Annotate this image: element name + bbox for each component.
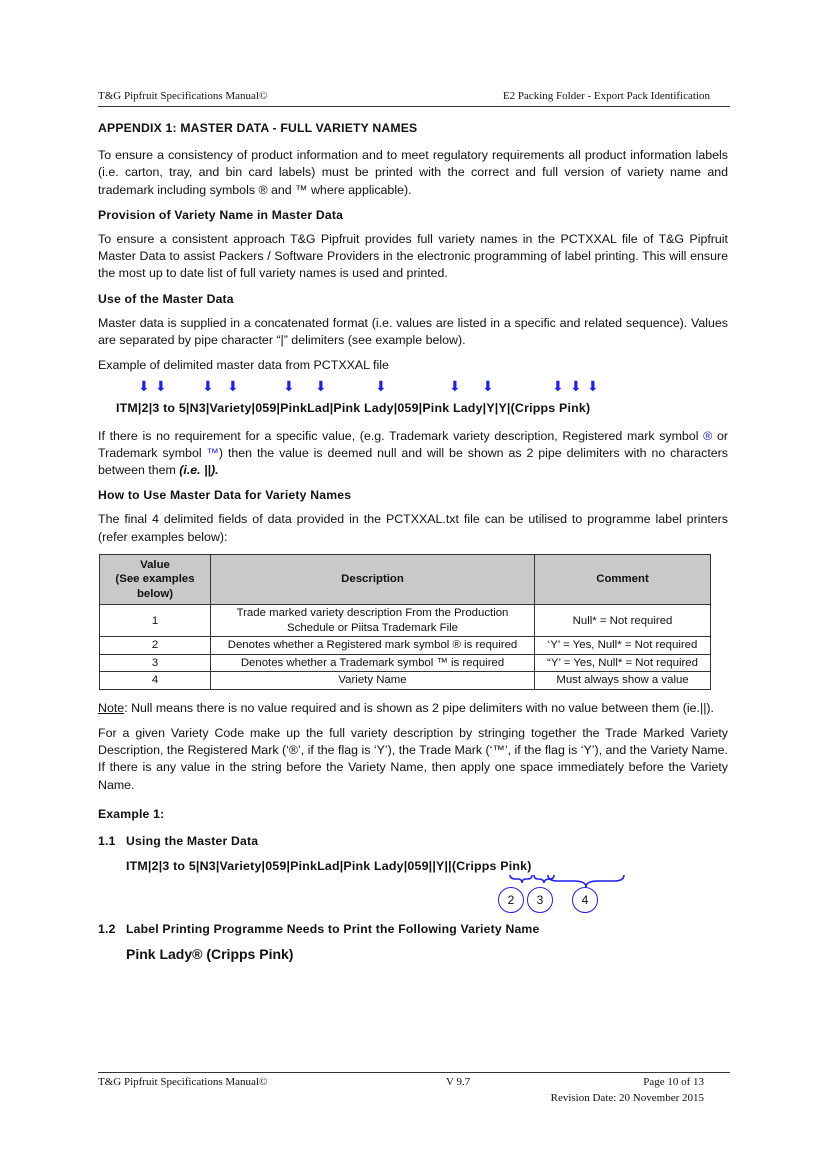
- variety-name-field: (Cripps Pink): [451, 859, 532, 874]
- arrow-down-icon: ⬇: [552, 378, 564, 395]
- footer-version: V 9.7: [446, 1076, 471, 1088]
- table-row: 3 Denotes whether a Trademark symbol ™ is required “Y’ = Yes, Null* = Not required: [100, 654, 711, 672]
- note-label: Note: [98, 700, 125, 715]
- table-row: 2 Denotes whether a Registered mark symbol ® is required ‘Y’ = Yes, Null* = Not required: [100, 637, 711, 655]
- header-section-title: E2 Packing Folder - Export Pack Identification: [502, 90, 710, 102]
- arrow-down-icon: ⬇: [315, 378, 327, 395]
- intro-paragraph: To ensure a consistency of product information and to meet regulatory requirements all product information labels (i.e. carton, tray, and bin card labels) must be printed with the correct and full version of variety name and trademark including symbols ® and ™ where applicable).: [98, 148, 728, 197]
- page-body: [98, 120, 728, 963]
- section-1-1-heading: 1.1 Using the Master Data: [98, 834, 259, 849]
- arrow-down-icon: ⬇: [283, 378, 295, 395]
- table-row: 4 Variety Name Must always show a value: [100, 672, 711, 690]
- appendix-title: APPENDIX 1: MASTER DATA - FULL VARIETY NAMES: [98, 121, 418, 135]
- stringing-paragraph: For a given Variety Code make up the full variety description by stringing together the Trade Marked Variety Description, the Registered Mark (‘®’, if the flag is ‘Y’), the Trade Mark (‘™’, if the flag is ‘Y’), and the Variety Name. If there is any value in the string before the Variety Name, then apply one space immediately before the Variety Name.: [98, 726, 728, 792]
- arrow-down-icon: ⬇: [570, 378, 582, 395]
- header-manual-title: T&G Pipfruit Specifications Manual©: [98, 90, 268, 102]
- provision-heading: Provision of Variety Name in Master Data: [98, 207, 344, 222]
- ie-example: (i.e. ||).: [179, 463, 219, 478]
- use-paragraph: Master data is supplied in a concatenated format (i.e. values are listed in a specific and related sequence). Values are separated by pipe character “|” delimiters (see example below).: [98, 315, 728, 348]
- arrow-down-icon: ⬇: [587, 378, 599, 395]
- section-1-2-heading: 1.2 Label Printing Programme Needs to Print the Following Variety Name: [98, 922, 540, 937]
- arrow-down-icon: ⬇: [482, 378, 494, 395]
- example1-heading: Example 1:: [98, 806, 165, 821]
- flag-fields: |Y|: [432, 859, 449, 874]
- arrow-down-icon: ⬇: [449, 378, 461, 395]
- col-header-comment: Comment: [535, 554, 711, 605]
- provision-paragraph: To ensure a consistent approach T&G Pipfruit provides full variety names in the PCTXXAL file of T&G Pipfruit Master Data to assist Packers / Software Providers in the electronic programming of label printing. This will ensure the most up to date list of full variety names is used and printed.: [98, 232, 728, 281]
- marker-4: 4: [572, 887, 598, 913]
- use-heading: Use of the Master Data: [98, 291, 234, 306]
- table-header-row: [100, 554, 711, 605]
- registered-symbol: ®: [703, 428, 713, 443]
- footer-revision-date: Revision Date: 20 November 2015: [550, 1092, 704, 1104]
- arrow-down-icon: ⬇: [138, 378, 150, 395]
- page-header: [98, 90, 730, 106]
- how-heading: How to Use Master Data for Variety Names: [98, 488, 352, 503]
- table-row: 1 Trade marked variety description From the Production Schedule or Piitsa Trademark File Null* = Not required: [100, 605, 711, 637]
- col-header-value: Value (See examples below): [100, 554, 211, 605]
- null-note: Note: Null means there is no value required and is shown as 2 pipe delimiters with no value between them (ie.||).: [98, 700, 714, 715]
- printed-variety-name: Pink Lady® (Cripps Pink): [126, 945, 294, 962]
- delimiter-arrows: [98, 378, 728, 400]
- trademark-symbol: ™: [206, 445, 219, 460]
- brace-markers: [98, 873, 728, 909]
- null-value-paragraph: If there is no requirement for a specific value, (e.g. Trademark variety description, Registered mark symbol ® or Trademark symbol ™) then the value is deemed null and will be shown as 2 pipe delimiters with no characters between them (i.e. ||).: [98, 428, 729, 478]
- master-data-fields-table: [99, 554, 711, 690]
- example-label: Example of delimited master data from PCTXXAL file: [98, 358, 389, 373]
- marker-2: 2: [498, 887, 524, 913]
- header-rule: [98, 106, 730, 107]
- page-footer: [98, 1076, 730, 1110]
- delimited-example-line: ITM|2|3 to 5|N3|Variety|059|PinkLad|Pink Lady|059|Pink Lady|Y|Y|(Cripps Pink): [116, 401, 591, 416]
- arrow-down-icon: ⬇: [155, 378, 167, 395]
- arrow-down-icon: ⬇: [227, 378, 239, 395]
- footer-page-number: Page 10 of 13: [643, 1076, 704, 1088]
- arrow-down-icon: ⬇: [202, 378, 214, 395]
- how-paragraph: The final 4 delimited fields of data provided in the PCTXXAL.txt file can be utilised to programme label printers (refer examples below):: [98, 512, 728, 544]
- field-markers: [98, 881, 728, 917]
- arrow-down-icon: ⬇: [375, 378, 387, 395]
- col-header-description: Description: [211, 554, 535, 605]
- marker-3: 3: [527, 887, 553, 913]
- footer-rule: [98, 1072, 730, 1073]
- footer-manual-title: T&G Pipfruit Specifications Manual©: [98, 1076, 268, 1088]
- example1-master-line: ITM|2|3 to 5|N3|Variety|059|PinkLad|Pink Lady|059||Y||(Cripps Pink): [126, 859, 532, 874]
